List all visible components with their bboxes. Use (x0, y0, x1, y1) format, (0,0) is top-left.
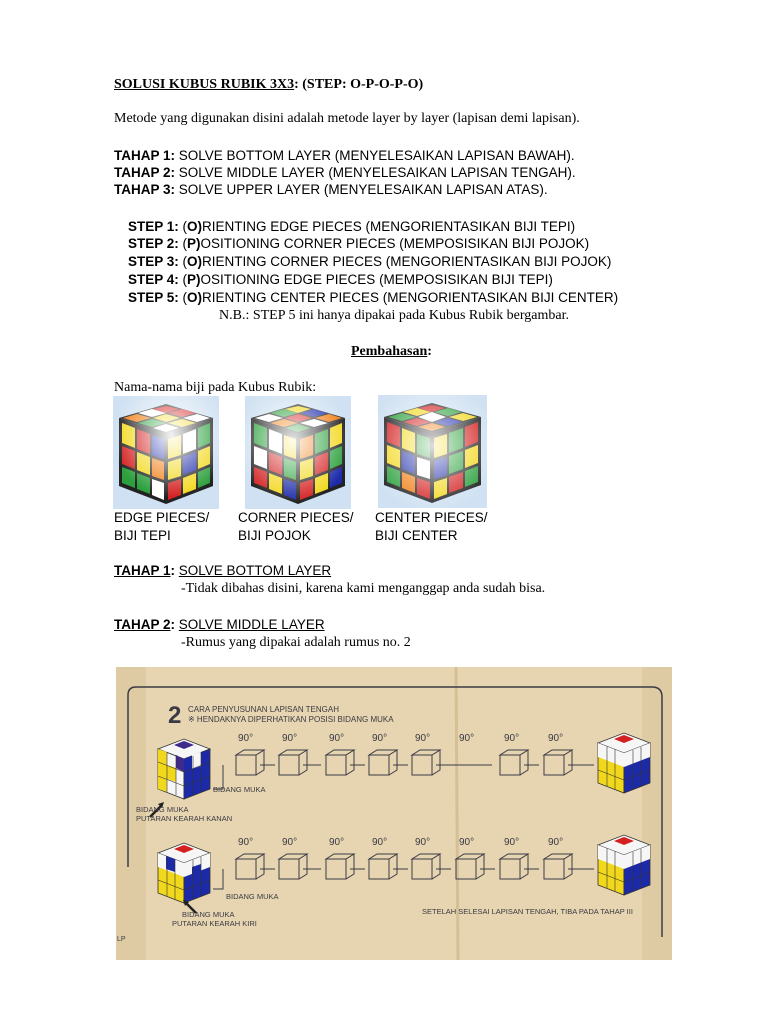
tahap2-title: SOLVE MIDDLE LAYER (178, 617, 325, 632)
pembahasan-heading (351, 344, 432, 360)
degree-label: 90° (504, 837, 520, 848)
scanned-instruction-sheet (116, 667, 672, 960)
corner-pieces-caption (238, 510, 354, 544)
step-line-5 (128, 290, 618, 306)
step-letter: P) (187, 236, 201, 251)
degree-label: 90° (459, 837, 475, 848)
caption-line: CORNER PIECES/ (238, 510, 354, 525)
caption-line: BIJI CENTER (375, 528, 458, 543)
caption-line: CENTER PIECES/ (375, 510, 488, 525)
degree-label: 90° (372, 733, 388, 744)
tahap-line-label: TAHAP 3: (114, 182, 176, 197)
edge-pieces-cube-image (113, 396, 219, 509)
edge-pieces-caption (114, 510, 209, 544)
doc-title (114, 77, 423, 93)
tahap-line-label: TAHAP 1: (114, 148, 176, 163)
step-text: RIENTING CORNER PIECES (MENGORIENTASIKAN BIJI POJOK) (202, 254, 612, 269)
center-pieces-caption (375, 510, 488, 544)
step-label: STEP 4: (128, 272, 179, 287)
tahap1-colon: : (170, 563, 176, 578)
step-open: ( (178, 272, 188, 287)
tahap1-label: TAHAP 1 (114, 563, 171, 578)
tahap-line-text: SOLVE UPPER LAYER (MENYELESAIKAN LAPISAN ATAS). (175, 182, 548, 197)
tahap-line-2 (114, 165, 576, 181)
tahap2-label: TAHAP 2 (114, 617, 171, 632)
bidang-muka-label-row2: BIDANG MUKA (226, 892, 279, 901)
step-label: STEP 3: (128, 254, 179, 269)
scan-heading-1: CARA PENYUSUNAN LAPISAN TENGAH (188, 705, 340, 714)
end-cube-row2 (598, 835, 650, 895)
step-letter: P) (187, 272, 201, 287)
degree-label: 90° (504, 733, 520, 744)
caption-line: BIJI POJOK (238, 528, 311, 543)
tahap1-note: -Tidak dibahas disini, karena kami menganggap anda sudah bisa. (181, 581, 546, 596)
pembahasan-text: Pembahasan (351, 344, 428, 359)
degree-label: 90° (282, 837, 298, 848)
tahap2-heading (114, 617, 325, 633)
tahap-line-1 (114, 148, 575, 164)
nama-biji-text: Nama-nama biji pada Kubus Rubik: (114, 380, 317, 395)
tahap-line-3 (114, 182, 548, 198)
doc-title-rest: : (STEP: O-P-O-P-O) (294, 77, 424, 92)
row2-caption-1: BIDANG MUKA (182, 910, 235, 919)
degree-label: 90° (372, 837, 388, 848)
scan-heading-2: ※ HENDAKNYA DIPERHATIKAN POSISI BIDANG MUKA (188, 715, 394, 724)
pembahasan-colon: : (427, 344, 432, 359)
end-cube-row1 (598, 733, 650, 793)
step-line-1 (128, 219, 575, 235)
start-cube-row2 (158, 843, 210, 903)
step-letter: O) (187, 219, 203, 234)
degree-label: 90° (329, 837, 345, 848)
caption-line: BIJI TEPI (114, 528, 171, 543)
tahap2-note: -Rumus yang dipakai adalah rumus no. 2 (181, 635, 411, 650)
step-open: ( (178, 236, 188, 251)
step-letter: O) (187, 254, 203, 269)
step-letter: O) (187, 290, 203, 305)
tahap2-colon: : (170, 617, 176, 632)
step-text: OSITIONING CORNER PIECES (MEMPOSISIKAN BIJI POJOK) (200, 236, 590, 251)
step-line-3 (128, 254, 611, 270)
step-text: RIENTING EDGE PIECES (MENGORIENTASIKAN BIJI TEPI) (202, 219, 576, 234)
bidang-muka-label-row1: BIDANG MUKA (213, 785, 266, 794)
scan-corner-mark: LP (117, 936, 126, 943)
degree-label: 90° (415, 837, 431, 848)
nb-note: N.B.: STEP 5 ini hanya dipakai pada Kubus Rubik bergambar. (219, 308, 569, 323)
degree-label: 90° (238, 837, 254, 848)
step-open: ( (178, 219, 188, 234)
tahap1-title: SOLVE BOTTOM LAYER (178, 563, 332, 578)
row2-caption-2: PUTARAN KEARAH KIRI (172, 919, 257, 928)
row1-caption-1: BIDANG MUKA (136, 805, 189, 814)
degree-label: 90° (548, 733, 564, 744)
doc-title-main: SOLUSI KUBUS RUBIK 3X3 (114, 77, 295, 92)
step-open: ( (178, 290, 188, 305)
degree-label: 90° (282, 733, 298, 744)
row1-caption-2: PUTARAN KEARAH KANAN (136, 814, 233, 823)
start-cube-row1 (158, 739, 210, 799)
step-text: OSITIONING EDGE PIECES (MEMPOSISIKAN BIJI TEPI) (200, 272, 553, 287)
step-label: STEP 2: (128, 236, 179, 251)
degree-label: 90° (415, 733, 431, 744)
degree-label: 90° (238, 733, 254, 744)
caption-line: EDGE PIECES/ (114, 510, 210, 525)
step-text: RIENTING CENTER PIECES (MENGORIENTASIKAN BIJI CENTER) (202, 290, 619, 305)
degree-label: 90° (329, 733, 345, 744)
degree-label: 90° (548, 837, 564, 848)
step-label: STEP 1: (128, 219, 179, 234)
scan-step-number: 2 (168, 702, 182, 729)
intro-text: Metode yang digunakan disini adalah metode layer by layer (lapisan demi lapisan). (114, 111, 580, 126)
tahap-line-label: TAHAP 2: (114, 165, 176, 180)
degree-label: 90° (459, 733, 475, 744)
step-label: STEP 5: (128, 290, 179, 305)
tahap-line-text: SOLVE BOTTOM LAYER (MENYELESAIKAN LAPISAN BAWAH). (175, 148, 575, 163)
corner-pieces-cube-image (245, 396, 351, 509)
step-line-4 (128, 272, 553, 288)
scan-footer-note: SETELAH SELESAI LAPISAN TENGAH, TIBA PADA TAHAP III (422, 907, 633, 916)
center-pieces-cube-image (378, 395, 487, 508)
step-line-2 (128, 236, 589, 252)
tahap-line-text: SOLVE MIDDLE LAYER (MENYELESAIKAN LAPISAN TENGAH). (175, 165, 576, 180)
tahap1-heading (114, 563, 331, 579)
step-open: ( (178, 254, 188, 269)
